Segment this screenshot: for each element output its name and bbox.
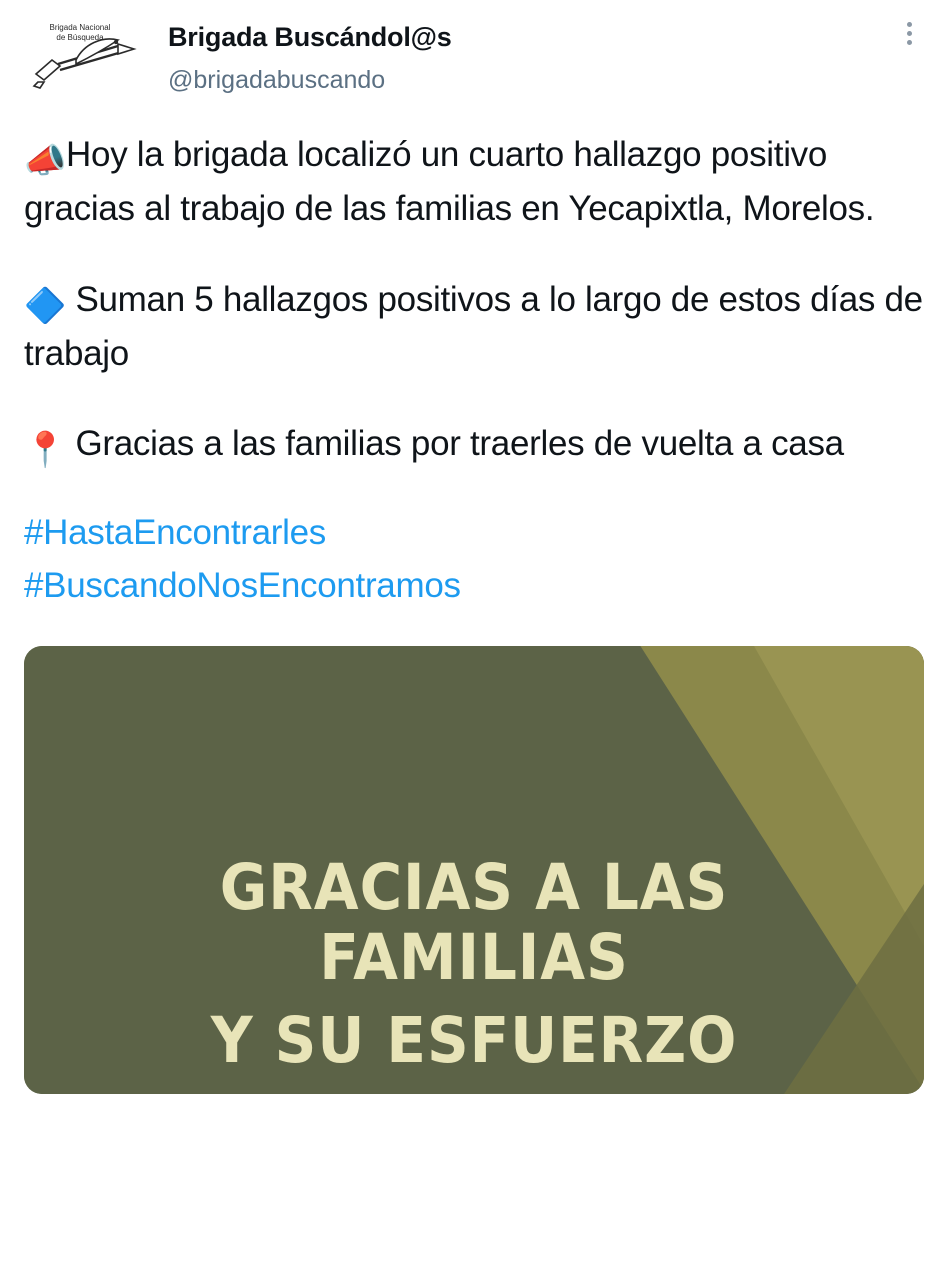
more-dot-1: [907, 22, 912, 27]
hashtag-hastaencontrarles[interactable]: #HastaEncontrarles: [24, 513, 326, 553]
media-caption: [24, 850, 924, 1077]
tweet-paragraph-1: [24, 128, 924, 237]
svg-text:Brigada Nacional: Brigada Nacional: [49, 23, 111, 32]
media-caption-line-2: Y SU ESFUERZO: [210, 1003, 738, 1077]
more-dot-3: [907, 40, 912, 45]
account-handle: @brigadabuscando: [168, 66, 386, 95]
tweet-paragraph-3: [24, 417, 924, 471]
map-pin-icon: 📍: [24, 431, 67, 469]
tweet-paragraph-3-text: Gracias a las familias por traerles de vuelta a casa: [66, 424, 844, 463]
tweet-header: [0, 0, 948, 102]
avatar[interactable]: [18, 16, 142, 102]
more-options-button[interactable]: [892, 16, 926, 50]
account-identity: [168, 14, 452, 95]
hashtag-buscandonosencontramos[interactable]: #BuscandoNosEncontramos: [24, 565, 461, 605]
account-display-name: Brigada Buscándol@s: [168, 22, 452, 52]
tweet-text: [0, 102, 948, 612]
blue-diamond-icon: 🔷: [24, 286, 67, 325]
svg-text:de Búsqueda: de Búsqueda: [56, 33, 104, 42]
tweet-paragraph-2: [24, 273, 924, 382]
tweet-paragraph-1-text: Hoy la brigada localizó un cuarto hallazgo positivo gracias al trabajo de las familias en Yecapixtla, Morelos.: [24, 135, 875, 229]
tweet-paragraph-2-text: Suman 5 hallazgos positivos a lo largo de estos días de trabajo: [24, 279, 923, 373]
tweet-media-image[interactable]: [24, 646, 924, 1094]
more-dot-2: [907, 31, 912, 36]
tweet-hashtags: [24, 507, 924, 612]
shovel-dove-logo-icon: [18, 16, 142, 102]
media-caption-line-1: GRACIAS A LAS FAMILIAS: [219, 850, 729, 995]
megaphone-icon: 📣: [24, 142, 67, 180]
